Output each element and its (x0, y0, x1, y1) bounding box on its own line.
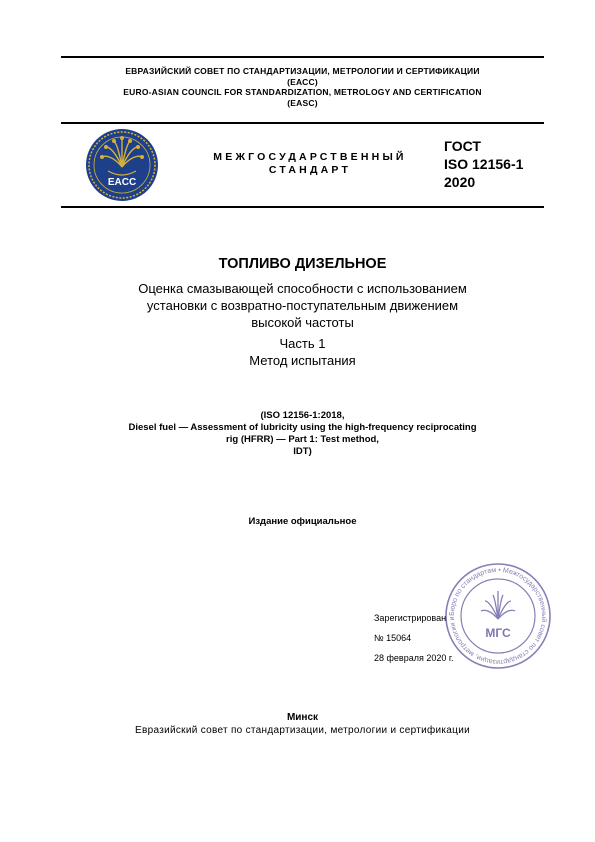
edition-label: Издание официальное (248, 516, 357, 527)
iso-ref-line3: rig (HFRR) — Part 1: Test method, (226, 434, 379, 445)
iso-ref-line4: IDT) (293, 446, 312, 457)
council-name-ru: ЕВРАЗИЙСКИЙ СОВЕТ ПО СТАНДАРТИЗАЦИИ, МЕТРОЛОГИИ И СЕРТИФИКАЦИИ (125, 66, 480, 76)
designation-gost: ГОСТ (444, 138, 481, 154)
footer-city: Минск (286, 712, 319, 723)
easc-logo (84, 127, 160, 203)
standard-type-line1: МЕЖГОСУДАРСТВЕННЫЙ (213, 151, 407, 163)
iso-reference (40, 410, 565, 458)
footer (40, 711, 565, 737)
easc-logo-text: EACC (107, 177, 137, 188)
subtitle-part: Часть 1 (279, 336, 326, 351)
subtitle-line3: высокой частоты (251, 315, 354, 330)
mgs-stamp-icon (443, 561, 553, 671)
easc-logo-icon (84, 127, 160, 203)
iso-ref-line2: Diesel fuel — Assessment of lubricity using the high-frequency reciprocating (128, 422, 477, 433)
stamp-ring-text: Бюро по стандартам • Межгосударственный совет по стандартизации, метрологии и (448, 566, 548, 666)
council-header (40, 66, 565, 108)
council-abbr-ru: (ЕАСС) (287, 76, 318, 87)
iso-ref-line1: (ISO 12156-1:2018, (260, 410, 345, 421)
subtitle-line1: Оценка смазывающей способности с использованием (138, 281, 467, 296)
council-name-en: EURO-ASIAN COUNCIL FOR STANDARDIZATION, METROLOGY AND CERTIFICATION (123, 87, 482, 97)
document-title: ТОПЛИВО ДИЗЕЛЬНОЕ (218, 256, 387, 272)
standard-designation (444, 137, 523, 191)
registration-label: Зарегистрирован (374, 613, 447, 623)
header-middle-rule (61, 122, 544, 124)
council-abbr-en: (EASC) (287, 97, 318, 108)
subtitle-method: Метод испытания (249, 353, 356, 368)
designation-number: ISO 12156-1 (444, 156, 524, 172)
subtitle-line2: установки с возвратно-поступательным движением (146, 298, 459, 313)
standard-type (195, 151, 425, 177)
footer-org: Евразийский совет по стандартизации, метрологии и сертификации (135, 725, 470, 736)
designation-year: 2020 (444, 174, 476, 190)
document-subtitle (40, 280, 565, 369)
header-bottom-rule (61, 206, 544, 208)
registration-number: № 15064 (374, 633, 412, 643)
registration-block (374, 608, 454, 668)
standard-type-line2: СТАНДАРТ (268, 164, 352, 176)
mgs-stamp (443, 561, 553, 671)
top-rule (61, 56, 544, 58)
registration-date: 28 февраля 2020 г. (374, 653, 454, 663)
stamp-text: МГС (485, 626, 511, 640)
